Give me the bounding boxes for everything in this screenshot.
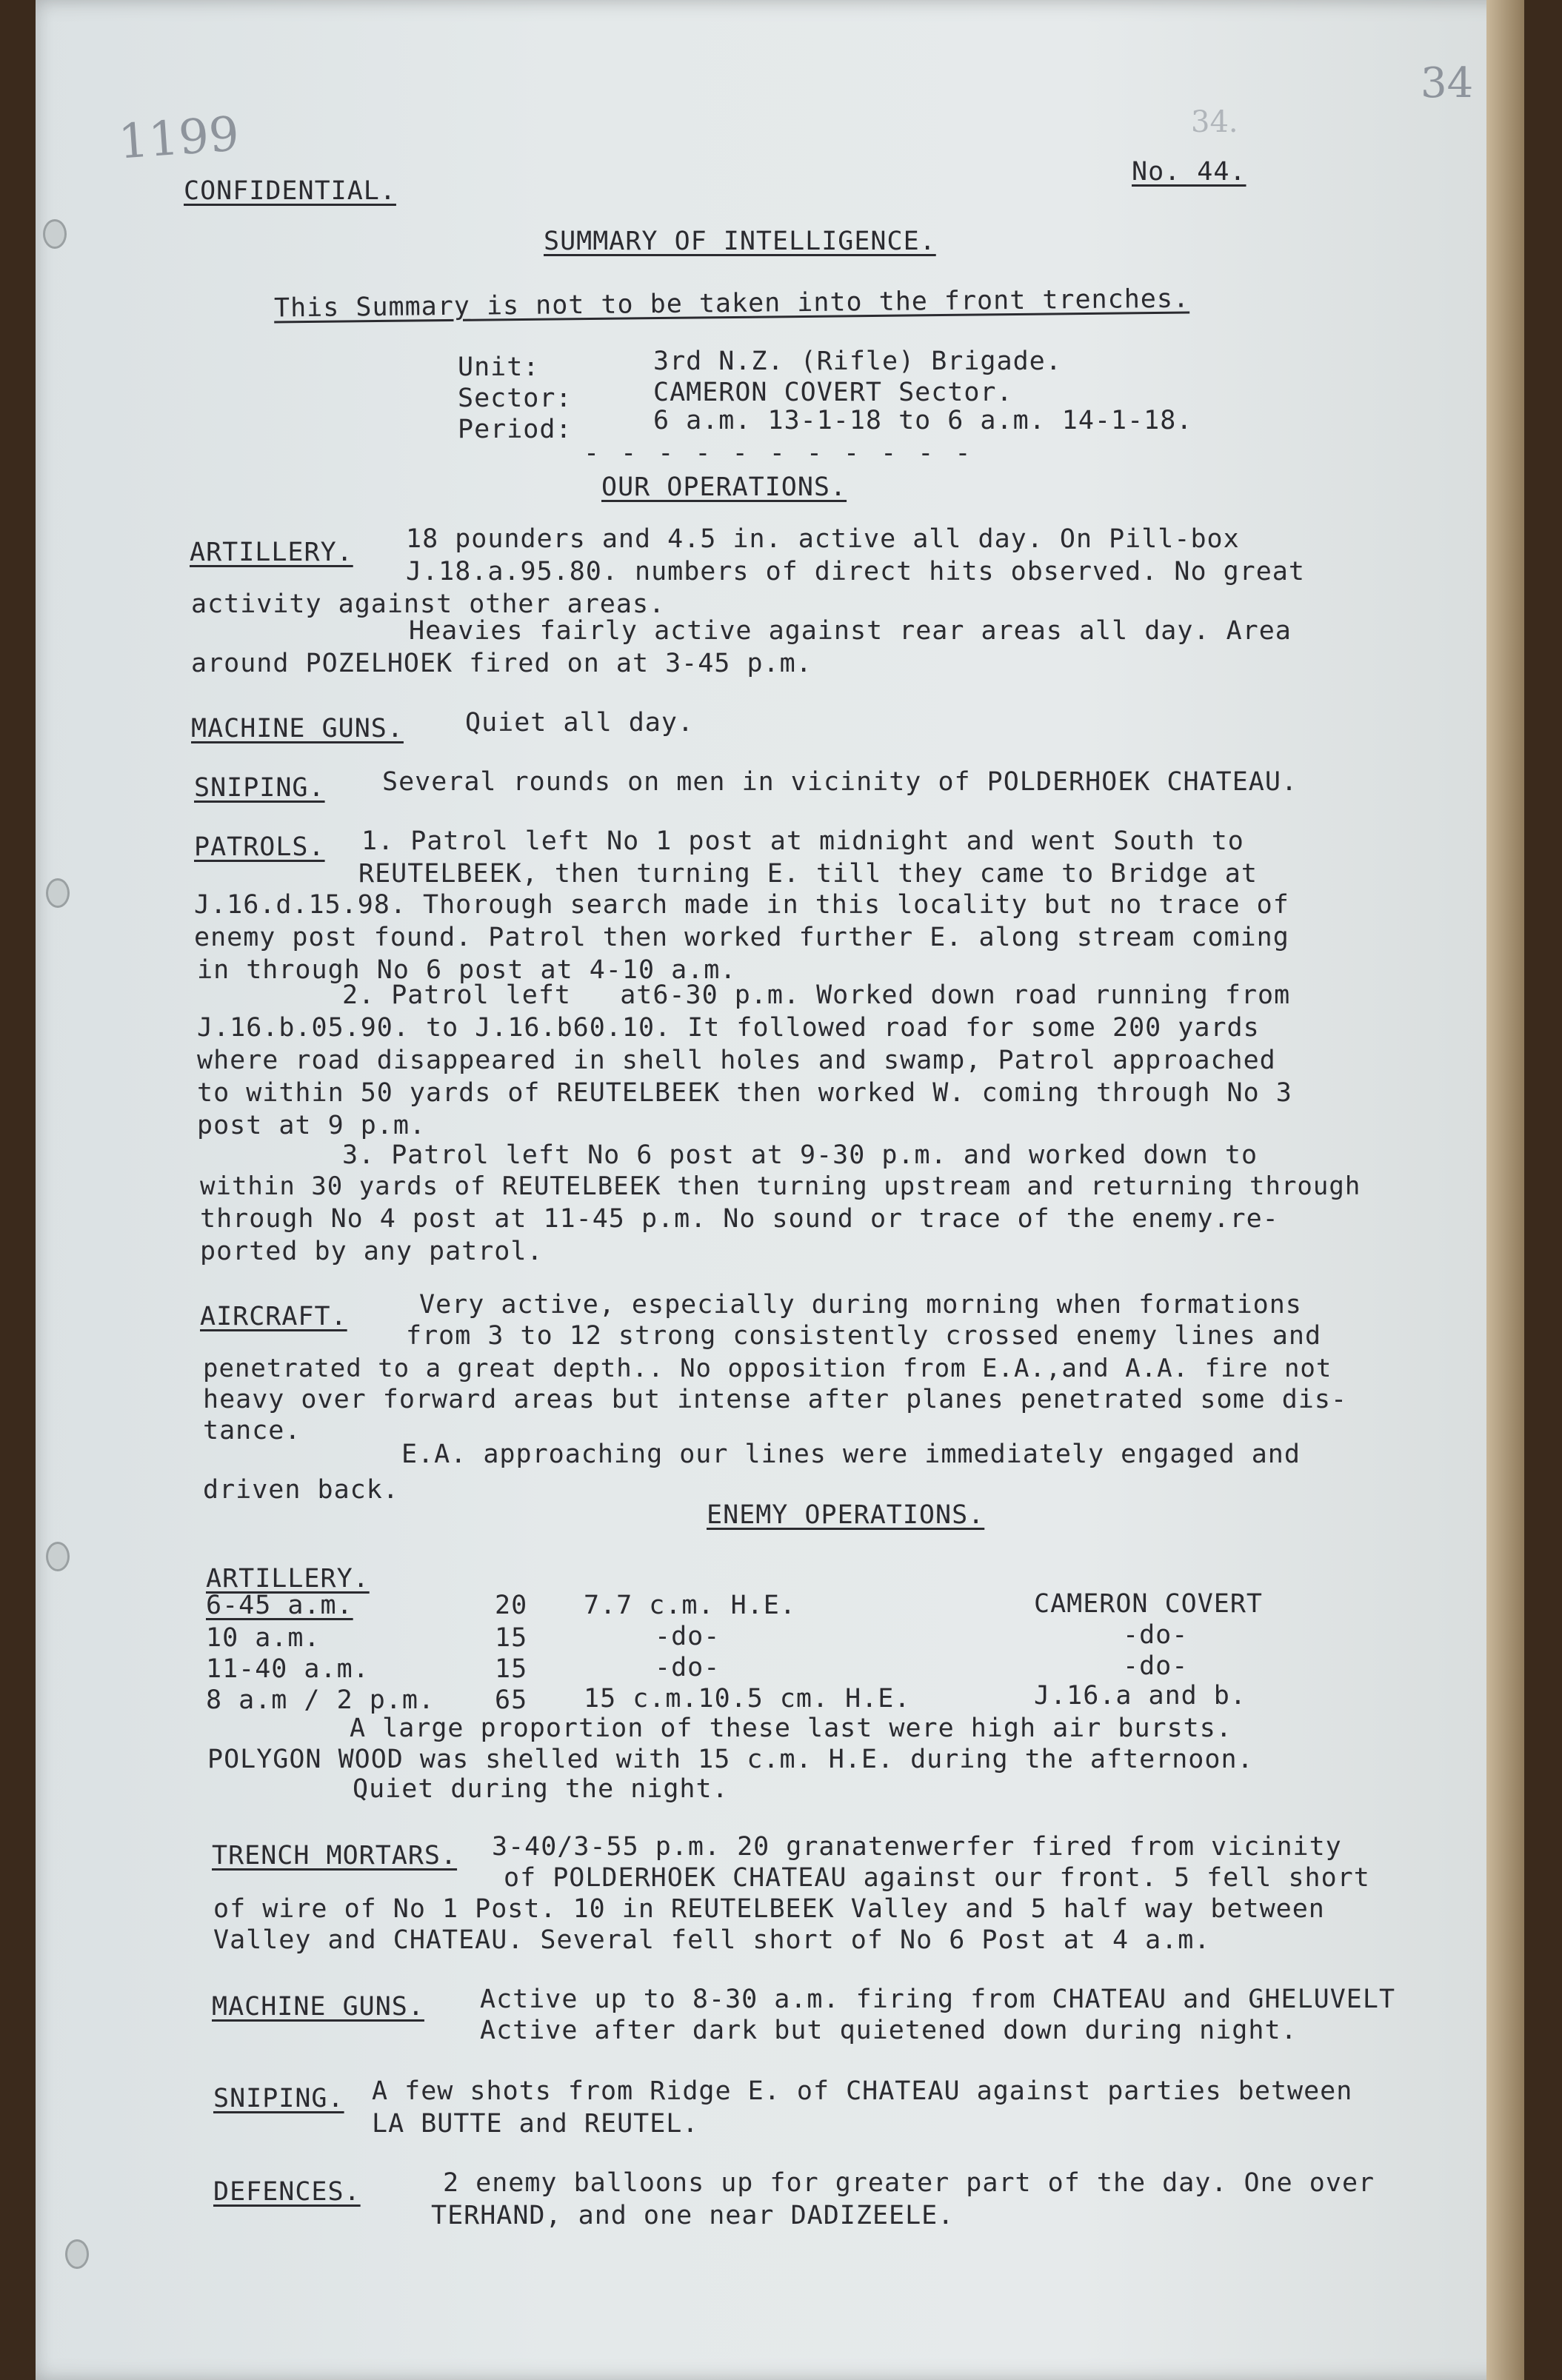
artillery-row-count: 15 xyxy=(495,1623,528,1653)
artillery-row-count: 15 xyxy=(495,1654,528,1684)
patrols-line: to within 50 yards of REUTELBEEK then worked W. coming through No 3 xyxy=(197,1078,1292,1108)
artillery-row-calibre: 7.7 c.m. H.E. xyxy=(584,1591,796,1620)
patrols-line: post at 9 p.m. xyxy=(197,1111,427,1140)
enemy-sniping-label: SNIPING. xyxy=(213,2084,344,2113)
page-number: 34 xyxy=(1421,59,1474,107)
artillery-note: POLYGON WOOD was shelled with 15 c.m. H.E. during the afternoon. xyxy=(207,1745,1254,1774)
period-label: Period: xyxy=(458,415,573,444)
enemy-sniping-line: LA BUTTE and REUTEL. xyxy=(372,2109,699,2139)
artillery-label: ARTILLERY. xyxy=(190,538,353,567)
our-operations-heading: OUR OPERATIONS. xyxy=(601,472,847,502)
patrols-line: through No 4 post at 11-45 p.m. No sound or trace of the enemy.re- xyxy=(200,1204,1279,1234)
trench-mortars-label: TRENCH MORTARS. xyxy=(212,1841,458,1871)
artillery-row-time: 10 a.m. xyxy=(206,1623,321,1653)
patrols-line: J.16.b.05.90. to J.16.b60.10. It followed road for some 200 yards xyxy=(197,1013,1260,1043)
artillery-note: Quiet during the night. xyxy=(353,1774,729,1804)
sniping-label: SNIPING. xyxy=(194,773,325,803)
patrols-line: within 30 yards of REUTELBEEK then turning upstream and returning through xyxy=(200,1171,1361,1201)
enemy-sniping-line: A few shots from Ridge E. of CHATEAU against parties between xyxy=(372,2076,1353,2106)
artillery-row-calibre: -do- xyxy=(655,1653,721,1682)
document-number: No. 44. xyxy=(1132,157,1246,187)
artillery-row-calibre: -do- xyxy=(655,1622,721,1651)
artillery-row-target: CAMERON COVERT xyxy=(1034,1589,1264,1619)
patrols-line: REUTELBEEK, then turning E. till they came to Bridge at xyxy=(358,859,1258,889)
patrols-line: in through No 6 post at 4-10 a.m. xyxy=(197,955,737,985)
artillery-row-count: 20 xyxy=(495,1591,528,1620)
artillery-line: Heavies fairly active against rear areas all day. Area xyxy=(409,616,1292,646)
faint-stamp: 34. xyxy=(1191,105,1238,139)
document-page xyxy=(36,0,1524,2380)
artillery-row-calibre: 15 c.m.10.5 cm. H.E. xyxy=(584,1684,911,1714)
unit-value: 3rd N.Z. (Rifle) Brigade. xyxy=(653,347,1062,376)
aircraft-line: tance. xyxy=(203,1416,301,1445)
period-value: 6 a.m. 13-1-18 to 6 a.m. 14-1-18. xyxy=(653,406,1193,435)
enemy-operations-heading: ENEMY OPERATIONS. xyxy=(707,1500,985,1530)
aircraft-line: Very active, especially during morning when formations xyxy=(419,1290,1302,1320)
punch-hole xyxy=(43,219,67,249)
machine-guns-line: Active up to 8-30 a.m. firing from CHATEAU and GHELUVELT xyxy=(480,1985,1396,2014)
patrols-line: where road disappeared in shell holes and swamp, Patrol approached xyxy=(197,1046,1276,1075)
artillery-row-time: 8 a.m / 2 p.m. xyxy=(206,1685,435,1715)
enemy-machine-guns-label: MACHINE GUNS. xyxy=(212,1992,424,2022)
machine-guns-text: Quiet all day. xyxy=(465,708,695,738)
patrols-line: J.16.d.15.98. Thorough search made in this locality but no trace of xyxy=(194,890,1289,920)
trench-mortars-line: of POLDERHOEK CHATEAU against our front. 5 fell short xyxy=(504,1863,1370,1893)
artillery-line: 18 pounders and 4.5 in. active all day. On Pill-box xyxy=(406,524,1240,554)
artillery-note: A large proportion of these last were high air bursts. xyxy=(350,1714,1232,1743)
document-title: SUMMARY OF INTELLIGENCE. xyxy=(544,227,936,256)
unit-label: Unit: xyxy=(458,352,540,382)
artillery-row-time: 6-45 a.m. xyxy=(206,1591,353,1620)
punch-hole xyxy=(65,2239,89,2269)
enemy-artillery-label: ARTILLERY. xyxy=(206,1564,370,1594)
punch-hole xyxy=(46,1542,70,1571)
classification: CONFIDENTIAL. xyxy=(184,176,396,206)
artillery-row-target: -do- xyxy=(1123,1651,1189,1681)
patrols-line: enemy post found. Patrol then worked further E. along stream coming xyxy=(194,923,1289,952)
artillery-line: J.18.a.95.80. numbers of direct hits observed. No great xyxy=(406,557,1305,586)
trench-mortars-line: 3-40/3-55 p.m. 20 granatenwerfer fired from vicinity xyxy=(492,1832,1342,1862)
patrols-line: 3. Patrol left No 6 post at 9-30 p.m. and worked down to xyxy=(342,1140,1258,1170)
defences-line: TERHAND, and one near DADIZEELE. xyxy=(431,2201,955,2230)
artillery-row-target: -do- xyxy=(1123,1620,1189,1650)
trench-mortars-line: Valley and CHATEAU. Several fell short of No 6 Post at 4 a.m. xyxy=(213,1925,1211,1955)
artillery-line: activity against other areas. xyxy=(191,589,666,619)
page-edge-shadow xyxy=(1486,0,1524,2380)
sector-label: Sector: xyxy=(458,384,573,413)
sniping-text: Several rounds on men in vicinity of POLDERHOEK CHATEAU. xyxy=(382,767,1298,797)
machine-guns-label: MACHINE GUNS. xyxy=(191,714,404,743)
divider: - - - - - - - - - - - xyxy=(584,438,974,468)
handling-warning: This Summary is not to be taken into the front trenches. xyxy=(273,284,1190,324)
patrols-line: 2. Patrol left at6-30 p.m. Worked down road running from xyxy=(342,980,1291,1010)
punch-hole xyxy=(46,878,70,908)
aircraft-line: E.A. approaching our lines were immediately engaged and xyxy=(401,1440,1301,1469)
defences-label: DEFENCES. xyxy=(213,2177,361,2207)
defences-line: 2 enemy balloons up for greater part of the day. One over xyxy=(443,2168,1375,2198)
artillery-line: around POZELHOEK fired on at 3-45 p.m. xyxy=(191,649,812,678)
aircraft-label: AIRCRAFT. xyxy=(200,1302,347,1331)
aircraft-line: penetrated to a great depth.. No opposition from E.A.,and A.A. fire not xyxy=(203,1354,1332,1383)
folio-mark: 1199 xyxy=(116,107,241,170)
patrols-label: PATROLS. xyxy=(194,832,325,862)
aircraft-line: heavy over forward areas but intense after planes penetrated some dis- xyxy=(203,1385,1348,1414)
aircraft-line: driven back. xyxy=(203,1475,399,1505)
sector-value: CAMERON COVERT Sector. xyxy=(653,378,1013,407)
artillery-row-time: 11-40 a.m. xyxy=(206,1654,370,1684)
aircraft-line: from 3 to 12 strong consistently crossed enemy lines and xyxy=(406,1321,1322,1351)
machine-guns-line: Active after dark but quietened down during night. xyxy=(480,2016,1298,2045)
trench-mortars-line: of wire of No 1 Post. 10 in REUTELBEEK Valley and 5 half way between xyxy=(213,1894,1325,1924)
patrols-line: ported by any patrol. xyxy=(200,1237,544,1266)
artillery-row-target: J.16.a and b. xyxy=(1034,1681,1246,1711)
artillery-row-count: 65 xyxy=(495,1685,528,1715)
patrols-line: 1. Patrol left No 1 post at midnight and went South to xyxy=(361,826,1244,856)
